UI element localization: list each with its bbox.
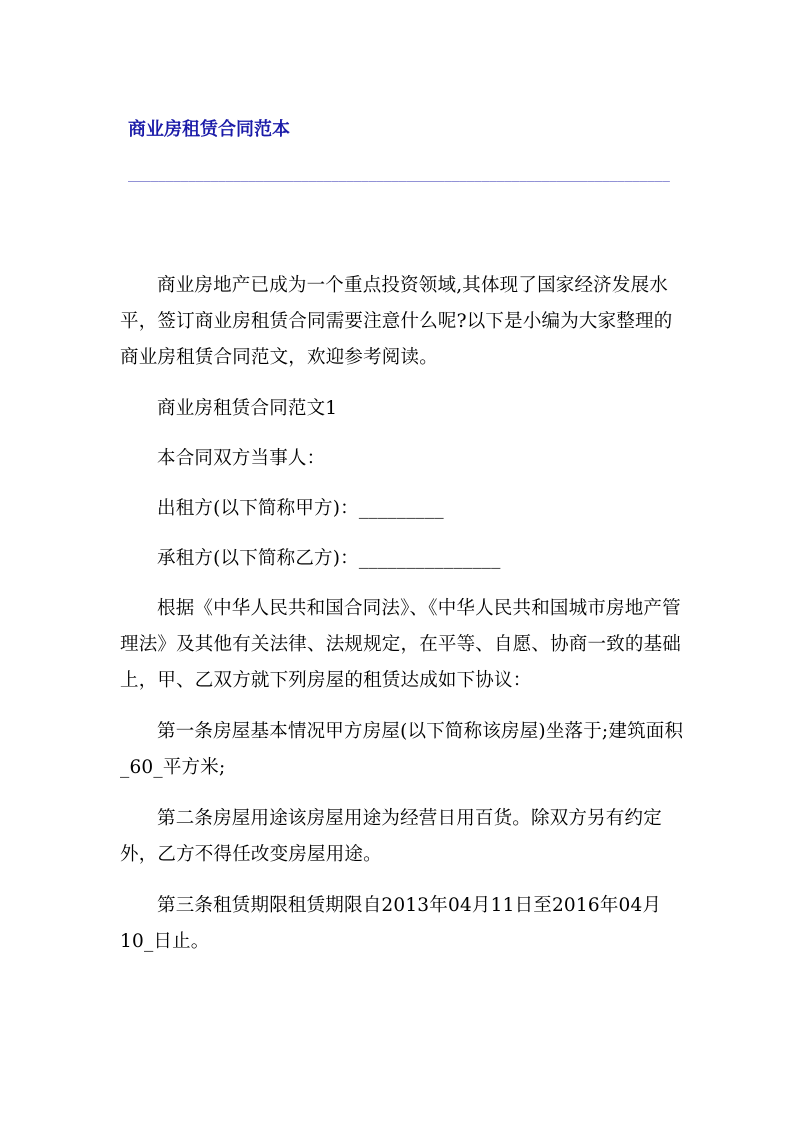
title-separator: ________________________________________________________________________ (128, 167, 670, 182)
legal-basis-paragraph: 根据《中华人民共和国合同法》、《中华人民共和国城市房地产管理法》及其他有关法律、法规规定，在平等、自愿、协商一致的基础上，甲、乙双方就下列房屋的租赁达成如下协议： (120, 598, 682, 691)
article-1-paragraph: 第一条房屋基本情况甲方房屋(以下简称该房屋)坐落于;建筑面积_60_平方米; (120, 721, 684, 778)
lessor-line: 出租方(以下简称甲方)：_________ (157, 498, 444, 519)
section-heading: 商业房租赁合同范文1 (157, 398, 338, 419)
article-3-paragraph: 第三条租赁期限租赁期限自2013年04月11日至2016年04月10_日止。 (120, 895, 662, 952)
parties-label: 本合同双方当事人： (157, 448, 326, 469)
document-body (120, 268, 690, 975)
intro-paragraph: 商业房地产已成为一个重点投资领域,其体现了国家经济发展水平，签订商业房租赁合同需要注意什么呢?以下是小编为大家整理的商业房租赁合同范文，欢迎参考阅读。 (120, 275, 673, 368)
article-2-paragraph: 第二条房屋用途该房屋用途为经营日用百货。除双方另有约定外，乙方不得任改变房屋用途。 (120, 808, 662, 865)
lessee-line: 承租方(以下简称乙方)：_______________ (157, 548, 501, 569)
document-title: 商业房租赁合同范本 (128, 119, 290, 140)
